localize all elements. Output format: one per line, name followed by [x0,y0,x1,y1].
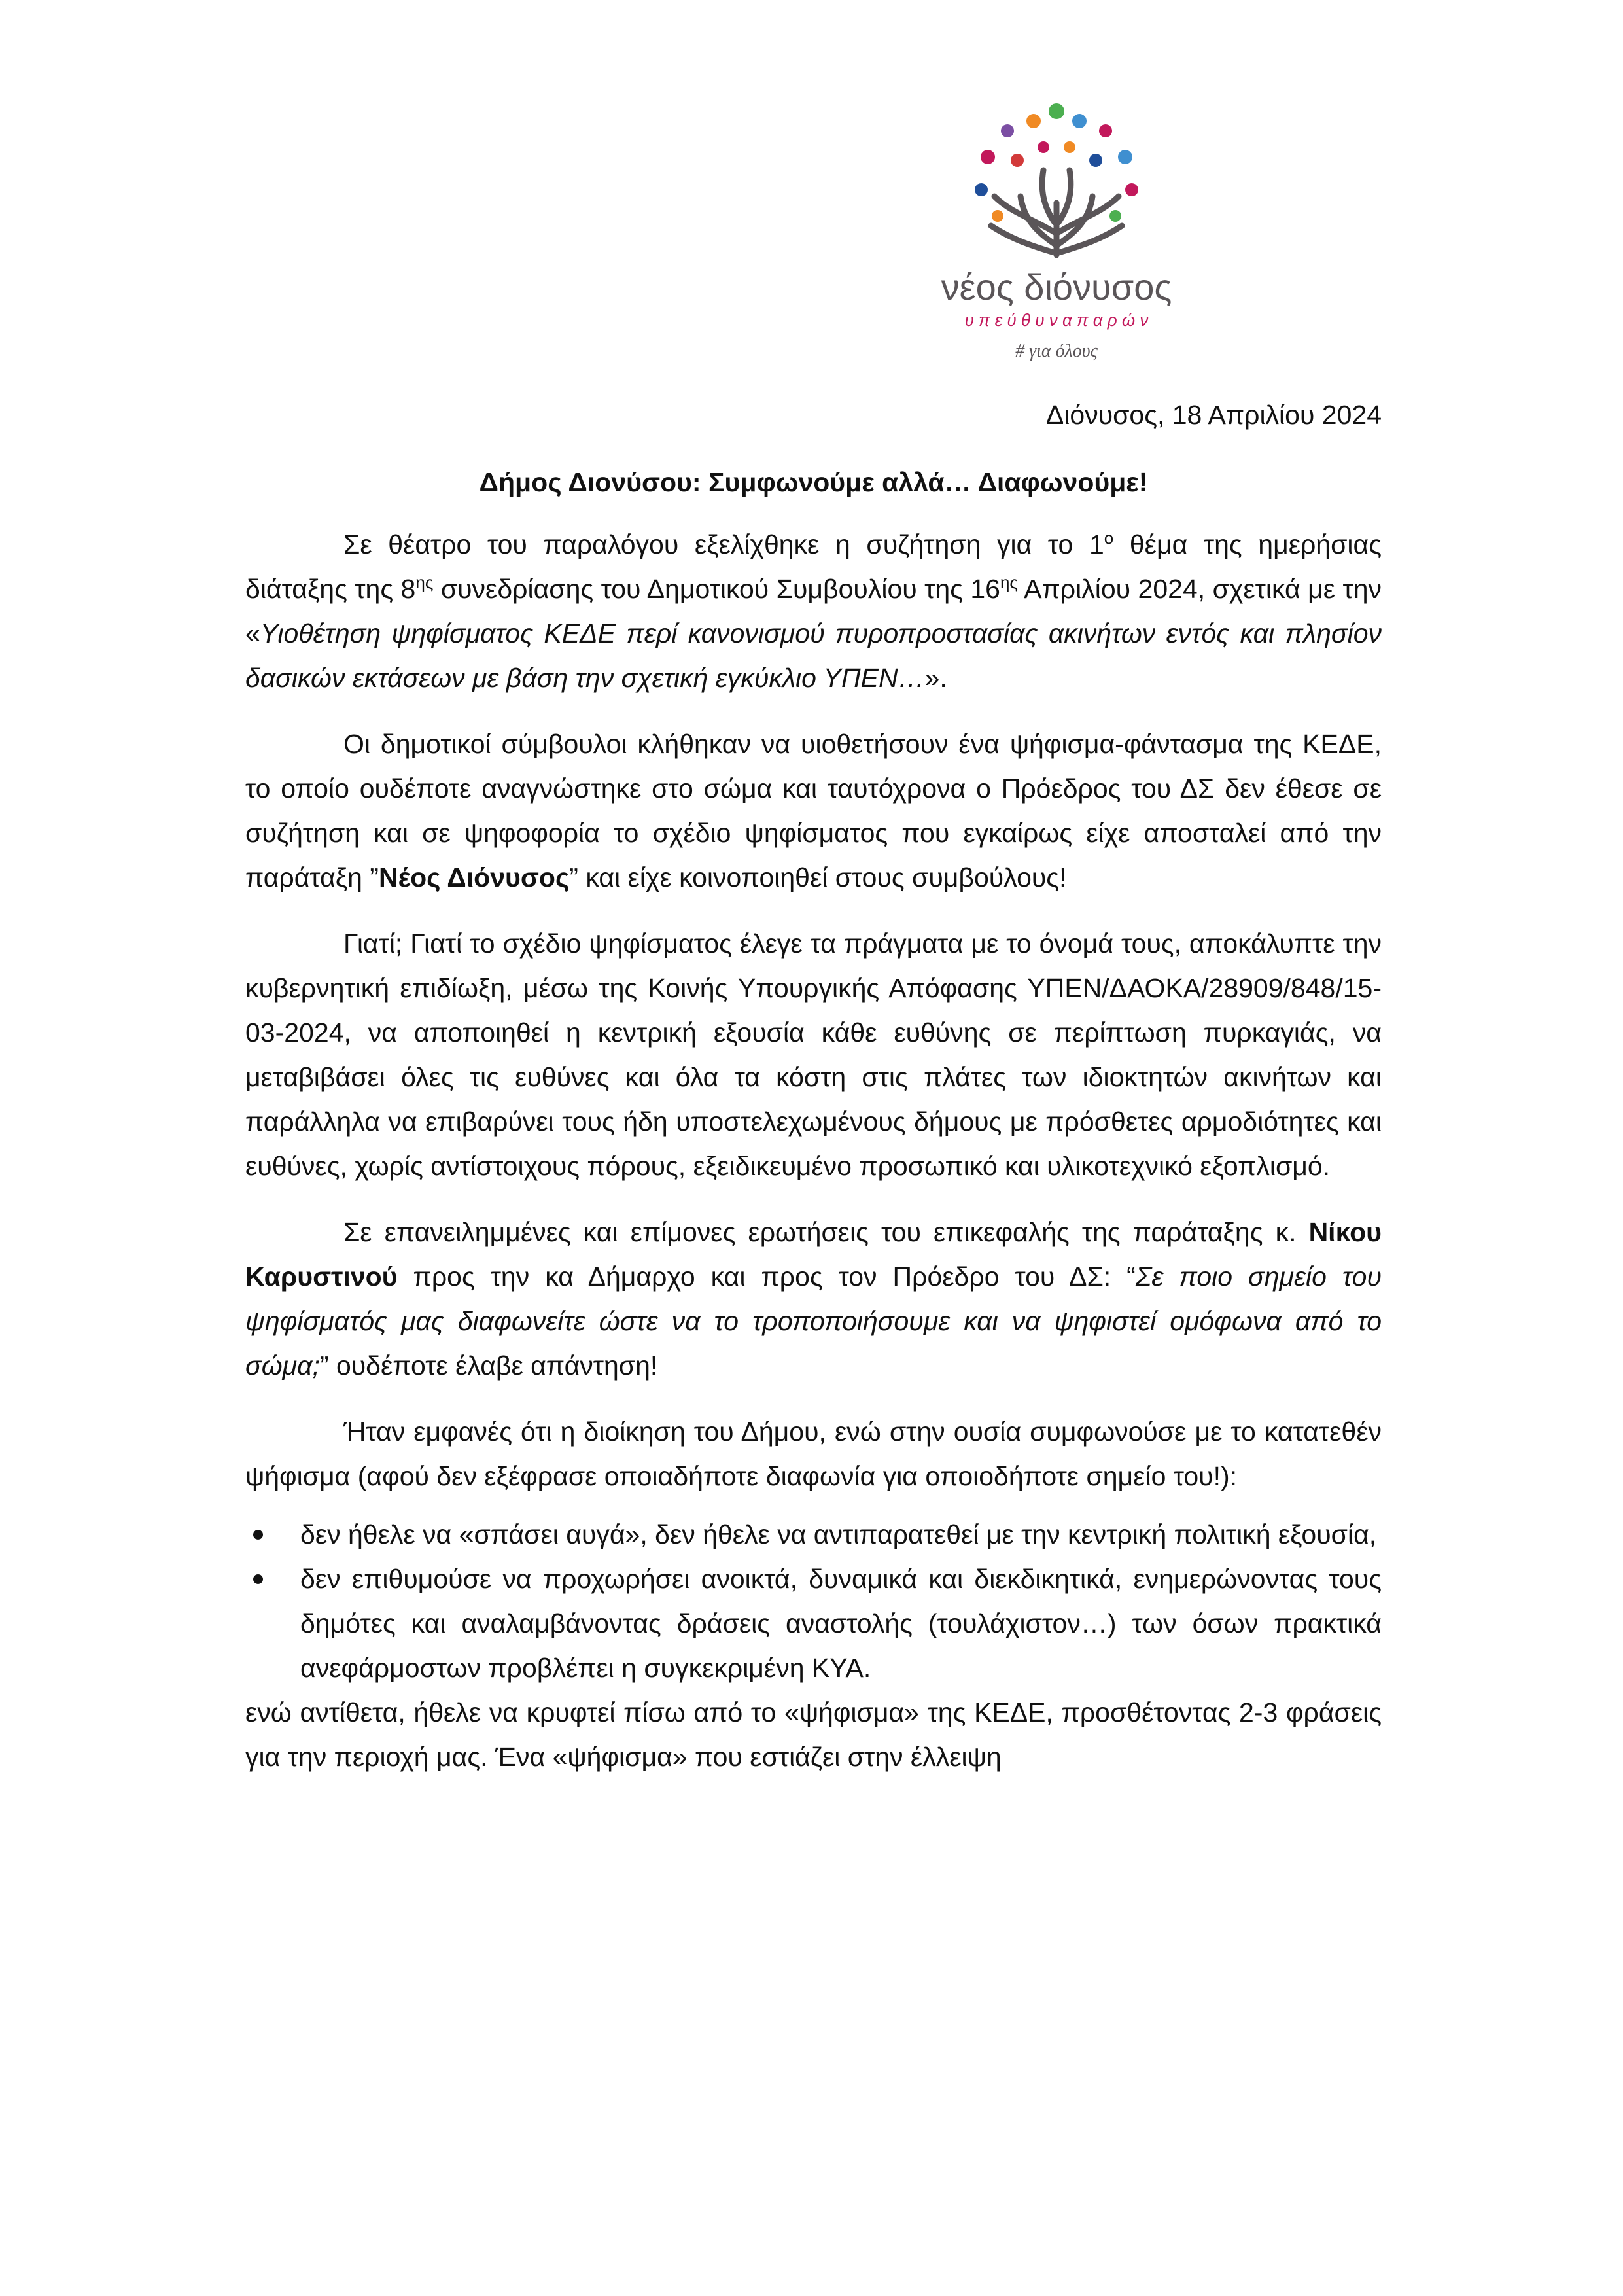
document-title: Δήμος Διονύσου: Συμφωνούμε αλλά… Διαφωνούμε! [479,467,1148,497]
text-run: προς την κα Δήμαρχο και προς τον Πρόεδρο του ΔΣ: “ [397,1262,1136,1292]
text-run: συνεδρίασης του Δημοτικού Συμβουλίου της 16 [433,574,1000,604]
neos-dionysos-logo [903,92,1210,366]
logo-trunk [991,170,1122,255]
logo-leaf-dot [1089,154,1102,167]
text-run: Οι δημοτικοί σύμβουλοι κλήθηκαν να υιοθετήσουν ένα ψήφισμα-φάντασμα της ΚΕΔΕ, το οποίο ουδέποτε αναγνώστηκε στο σώμα και ταυτόχρονα ο Πρόεδρος του ΔΣ δεν έθεσε σε συζήτηση και σε ψηφοφορία το σχέδιο ψηφίσματος που εγκαίρως είχε αποσταλεί από την παράταξη ” [245,729,1382,892]
logo-leaf-dot [1125,183,1138,196]
paragraph-5: Ήταν εμφανές ότι η διοίκηση του Δήμου, ενώ στην ουσία συμφωνούσε με το κατατεθέν ψήφισμα (αφού δεν εξέφρασε οποιαδήποτε διαφωνία για οποιοδήποτε σημείο του!): [245,1417,1382,1491]
italic-quote: Υιοθέτηση ψηφίσματος ΚΕΔΕ περί κανονισμού πυροπροστασίας ακινήτων εντός και πλησίον δασικών εκτάσεων με βάση την σχετική εγκύκλιο ΥΠΕΝ… [245,618,1382,693]
logo-leaf-dot [1038,141,1049,153]
list-item-text: δεν επιθυμούσε να προχωρήσει ανοικτά, δυναμικά και διεκδικητικά, ενημερώνοντας τους δημότες και αναλαμβάνοντας δράσεις αναστολής (τουλάχιστον…) των όσων πρακτικά ανεφάρμοστων προβλέπει η συγκεκριμένη ΚΥΑ. [300,1564,1382,1683]
logo-leaf-dot [1049,103,1064,119]
paragraph-2 [245,722,1382,900]
logo-leaf-dot [1072,114,1087,128]
text-run: ” ουδέποτε έλαβε απάντηση! [319,1351,658,1381]
text-run: θέμα της ημερήσιας διάταξης της 8 [245,529,1382,604]
superscript: ης [415,573,434,592]
tree-logo-icon [903,92,1210,366]
date-line: Διόνυσος, 18 Απριλίου 2024 [1045,400,1382,430]
logo-leaf-dot [1118,150,1132,164]
bullet-icon [253,1530,263,1540]
logo-leaf-dot [1011,154,1024,167]
text-run: Απριλίου 2024, σχετικά με την « [245,574,1382,648]
paragraph-6: ενώ αντίθετα, ήθελε να κρυφτεί πίσω από το «ψήφισμα» της ΚΕΔΕ, προσθέτοντας 2-3 φράσεις για την περιοχή μας. Ένα «ψήφισμα» που εστιάζει στην έλλειψη [245,1697,1382,1772]
logo-leaf-dot [1109,210,1121,222]
logo-hashtag: # για όλους [1015,341,1098,361]
logo-name: νέος διόνυσος [941,266,1172,308]
logo-leaf-dot [1001,124,1014,137]
logo-leaf-dot [975,183,988,196]
superscript: ης [1000,573,1018,592]
bold-name: Νέος Διόνυσος [378,862,570,892]
logo-leaf-dot [1064,141,1075,153]
bold-name: Νίκου Καρυστινού [245,1217,1382,1292]
paragraph-3: Γιατί; Γιατί το σχέδιο ψηφίσματος έλεγε τα πράγματα με το όνομά τους, αποκάλυπτε την κυβερνητική επιδίωξη, μέσω της Κοινής Υπουργικής Απόφασης ΥΠΕΝ/ΔΑΟΚΑ/28909/848/15-03-2024, να αποποιηθεί η κεντρική εξουσία κάθε ευθύνης σε περίπτωση πυρκαγιάς, να μεταβιβάσει όλες τις ευθύνες και όλα τα κόστη στις πλάτες των ιδιοκτητών ακινήτων και παράλληλα να επιβαρύνει τους ήδη υποστελεχωμένους δήμους με πρόσθετες αρμοδιότητες και ευθύνες, χωρίς αντίστοιχους πόρους, εξειδικευμένο προσωπικό και υλικοτεχνικό εξοπλισμό. [245,928,1382,1181]
superscript: ο [1104,528,1114,548]
bullet-icon [253,1574,263,1584]
paragraph-4 [245,1210,1382,1388]
logo-leaf-dot [992,210,1003,222]
bullet-list [245,1512,1382,1690]
text-run: ” και είχε κοινοποιηθεί στους συμβούλους! [569,862,1067,892]
list-item [300,1557,1382,1690]
logo-leaf-dot [1026,114,1041,128]
paragraph-1 [245,522,1382,700]
text-run: Σε επανειλημμένες και επίμονες ερωτήσεις του επικεφαλής της παράταξης κ. [343,1217,1309,1247]
document-page [245,0,1382,2296]
list-item [300,1512,1382,1557]
text-run: Σε θέατρο του παραλόγου εξελίχθηκε η συζήτηση για το 1 [343,529,1104,559]
logo-leaf-dot [981,150,995,164]
document-body [245,522,1382,1779]
text-run: ». [924,663,947,693]
list-item-text: δεν ήθελε να «σπάσει αυγά», δεν ήθελε να αντιπαρατεθεί με την κεντρική πολιτική εξουσία, [300,1519,1377,1549]
logo-leaf-dot [1099,124,1112,137]
logo-tagline: υ π ε ύ θ υ ν α π α ρ ώ ν [964,310,1149,330]
italic-quote: Σε ποιο σημείο του ψηφίσματός μας διαφωνείτε ώστε να το τροποποιήσουμε και να ψηφιστεί ομόφωνα από το σώμα; [245,1262,1382,1381]
